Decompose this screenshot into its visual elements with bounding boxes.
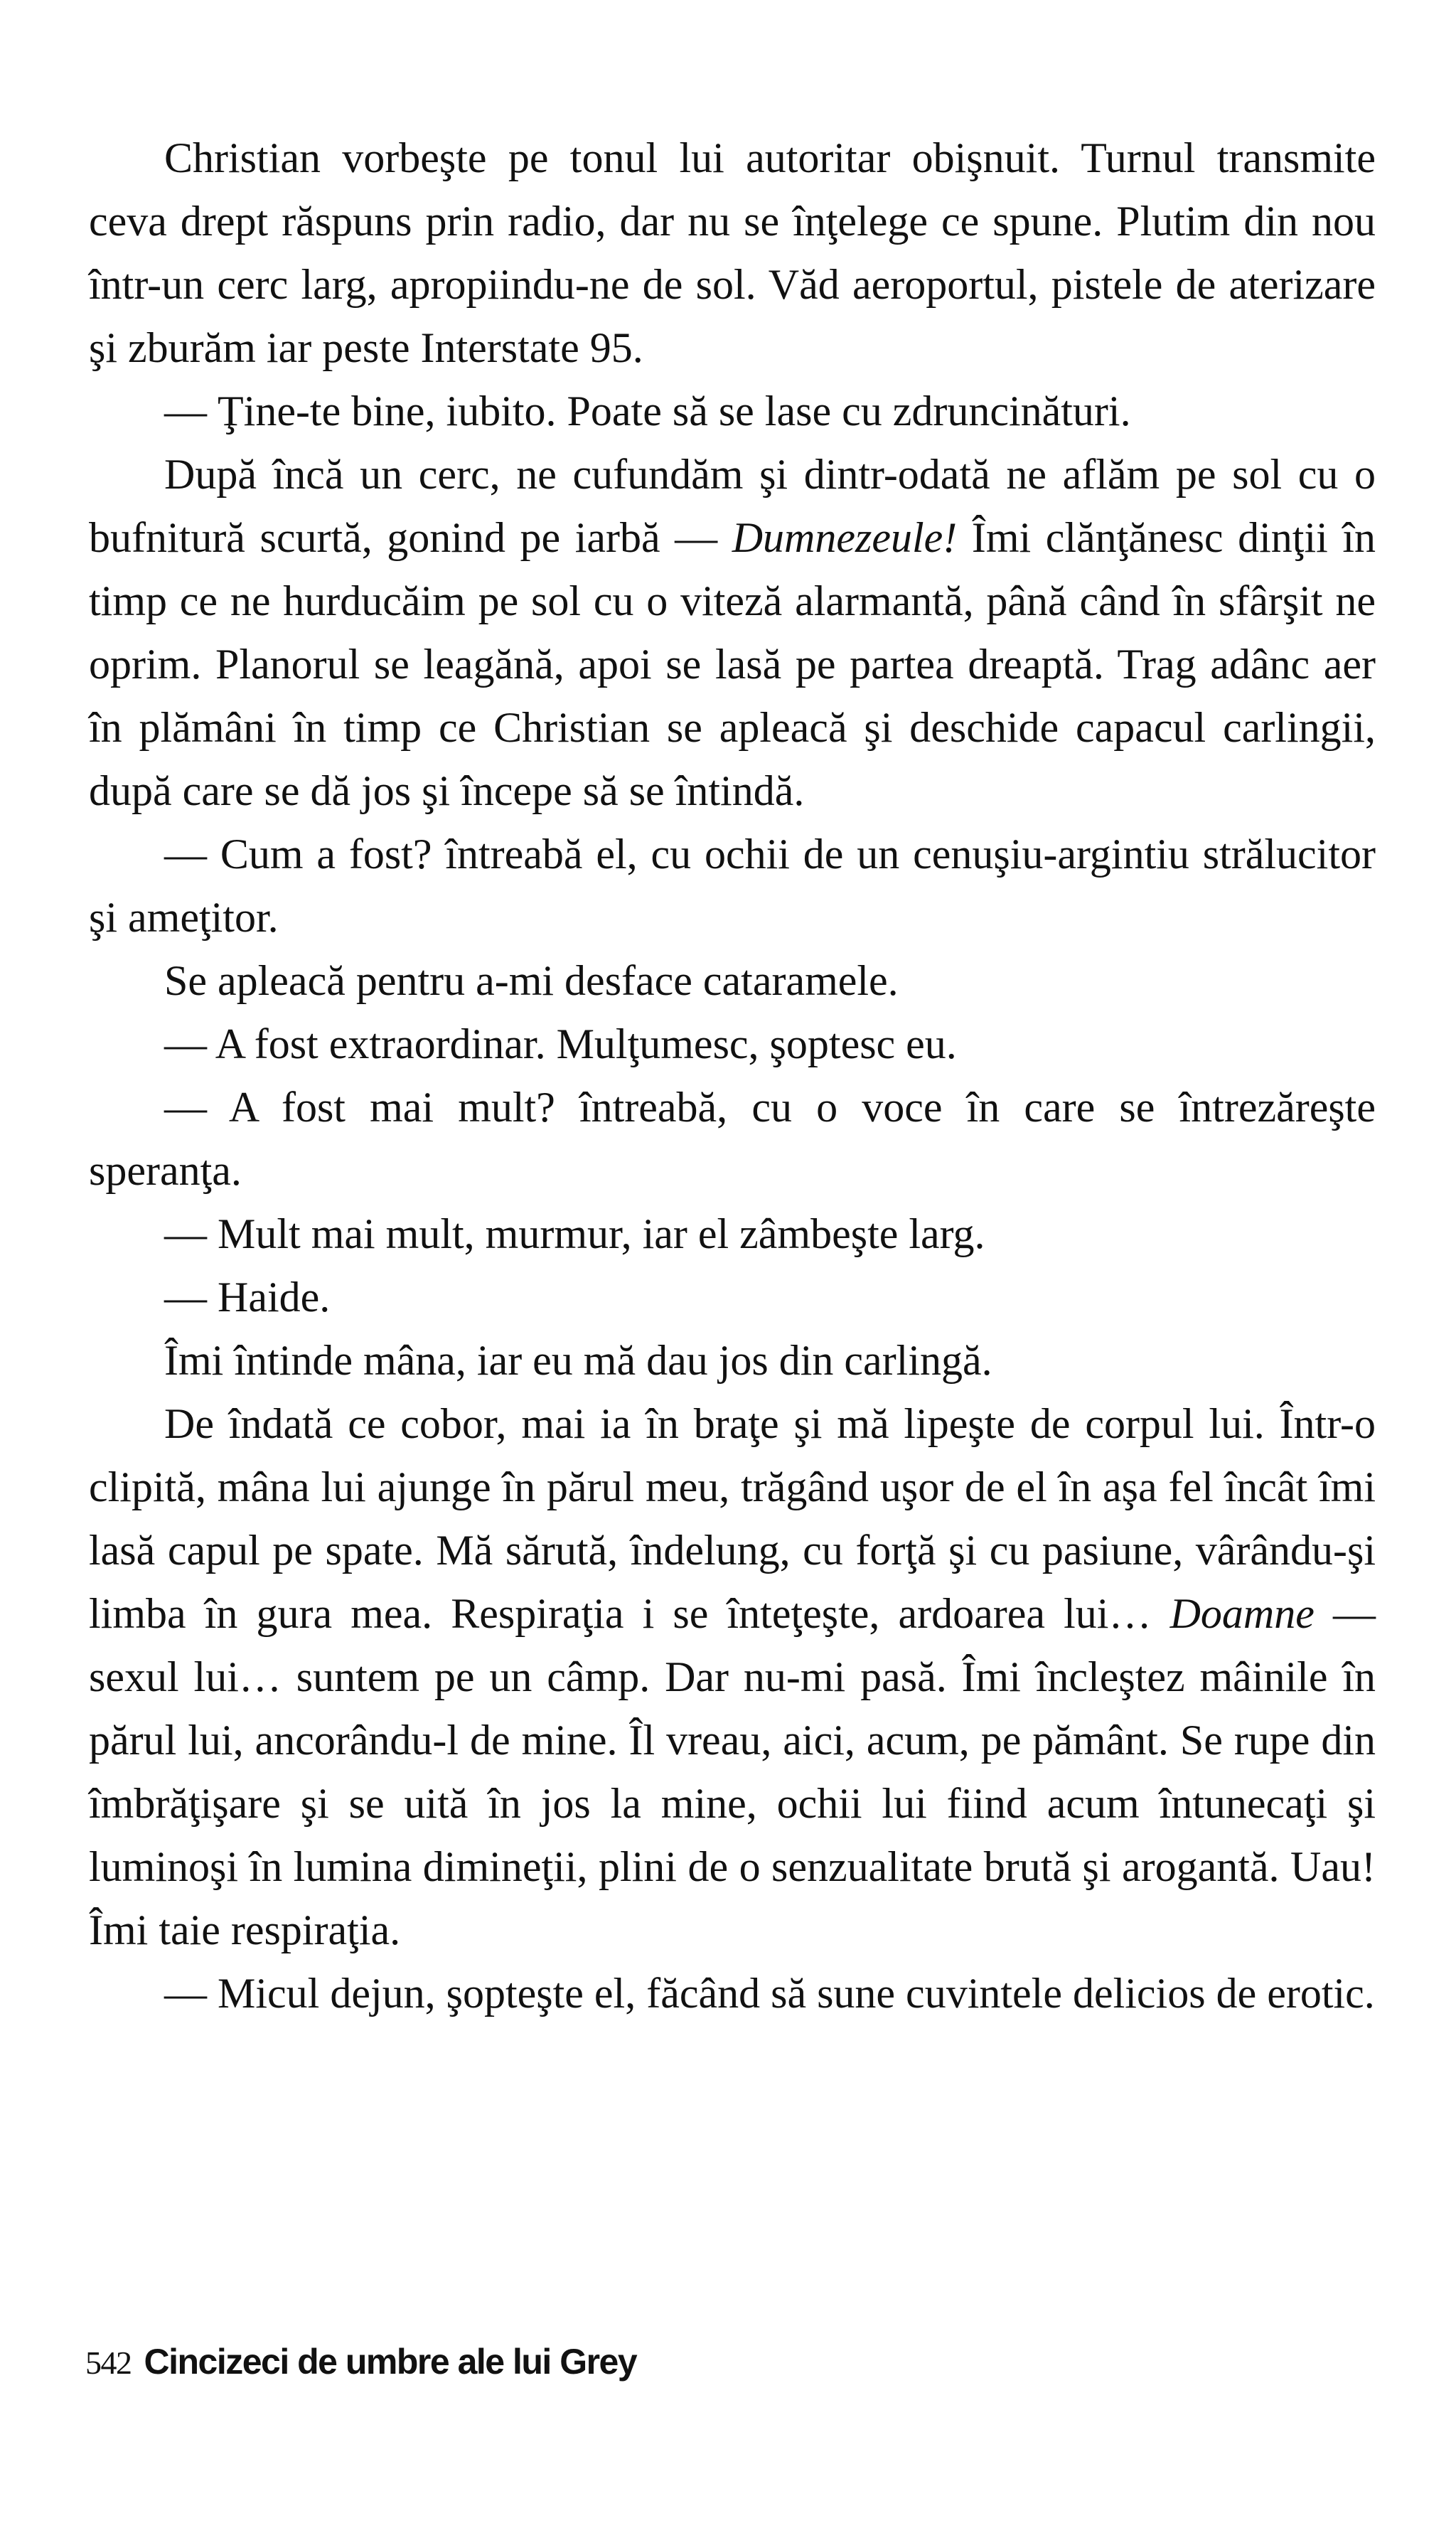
running-title: Cincizeci de umbre ale lui Grey bbox=[144, 2342, 637, 2382]
paragraph-11 bbox=[89, 1392, 1376, 1962]
paragraph-12: — Micul dejun, şopteşte el, făcând să sune cuvintele delicios de erotic. bbox=[164, 1970, 1375, 2017]
page-footer bbox=[85, 2341, 636, 2382]
paragraph-4: — Cum a fost? întreabă el, cu ochii de un cenuşiu-argintiu strălucitor şi ameţitor. bbox=[89, 831, 1376, 941]
paragraph-7: — A fost mai mult? întreabă, cu o voce în care se întrezăreşte speranţa. bbox=[89, 1084, 1376, 1194]
paragraph-11-before: De îndată ce cobor, mai ia în braţe şi mă lipeşte de corpul lui. Într-o clipită, mâna lui ajunge în părul meu, trăgând uşor de el în aşa fel încât îmi lasă capul pe spate. Mă sărută, îndelung, cu forţă şi cu pasiune, vârându-şi limba în gura mea. Respiraţia i se înteţeşte, ardoarea lui… bbox=[89, 1400, 1376, 1637]
paragraph-3 bbox=[89, 443, 1376, 823]
paragraph-3-italic: Dumnezeule! bbox=[732, 514, 958, 561]
paragraph-6: — A fost extraordinar. Mulţumesc, şoptesc eu. bbox=[164, 1020, 957, 1067]
paragraph-9: — Haide. bbox=[164, 1274, 331, 1321]
paragraph-1: Christian vorbeşte pe tonul lui autoritar obişnuit. Turnul transmite ceva drept răspuns prin radio, dar nu se înţelege ce spune. Plutim din nou într-un cerc larg, apropiindu-ne de sol. Văd aeroportul, pistele de aterizare şi zburăm iar peste Interstate 95. bbox=[89, 134, 1376, 371]
page-number: 542 bbox=[85, 2345, 132, 2381]
paragraph-11-after: — sexul lui… suntem pe un câmp. Dar nu-mi pasă. Îmi încleştez mâinile în părul lui, ancorându-l de mine. Îl vreau, aici, acum, pe pământ. Se rupe din îmbrăţişare şi se uită în jos la mine, ochii lui fiind acum întunecaţi şi luminoşi în lumina dimineţii, plini de o senzualitate brută şi arogantă. Uau! Îmi taie respiraţia. bbox=[89, 1590, 1376, 1953]
paragraph-3-before: După încă un cerc, ne cufundăm şi dintr-odată ne aflăm pe sol cu o bufnitură scurtă, gonind pe iarbă — bbox=[89, 451, 1376, 561]
paragraph-2: — Ţine-te bine, iubito. Poate să se lase cu zdruncinături. bbox=[164, 388, 1131, 434]
paragraph-5: Se apleacă pentru a-mi desface cataramele. bbox=[164, 957, 899, 1004]
paragraph-10: Îmi întinde mâna, iar eu mă dau jos din carlingă. bbox=[164, 1337, 992, 1384]
paragraph-8: — Mult mai mult, murmur, iar el zâmbeşte larg. bbox=[164, 1210, 985, 1257]
paragraph-11-italic: Doamne bbox=[1169, 1590, 1315, 1637]
body-text bbox=[89, 127, 1376, 2025]
paragraph-3-after: Îmi clănţănesc dinţii în timp ce ne hurducăim pe sol cu o viteză alarmantă, până când în sfârşit ne oprim. Planorul se leagănă, apoi se lasă pe partea dreaptă. Trag adânc aer în plămâni în timp ce Christian se apleacă şi deschide capacul carlingii, după care se dă jos şi începe să se întindă. bbox=[89, 514, 1376, 814]
